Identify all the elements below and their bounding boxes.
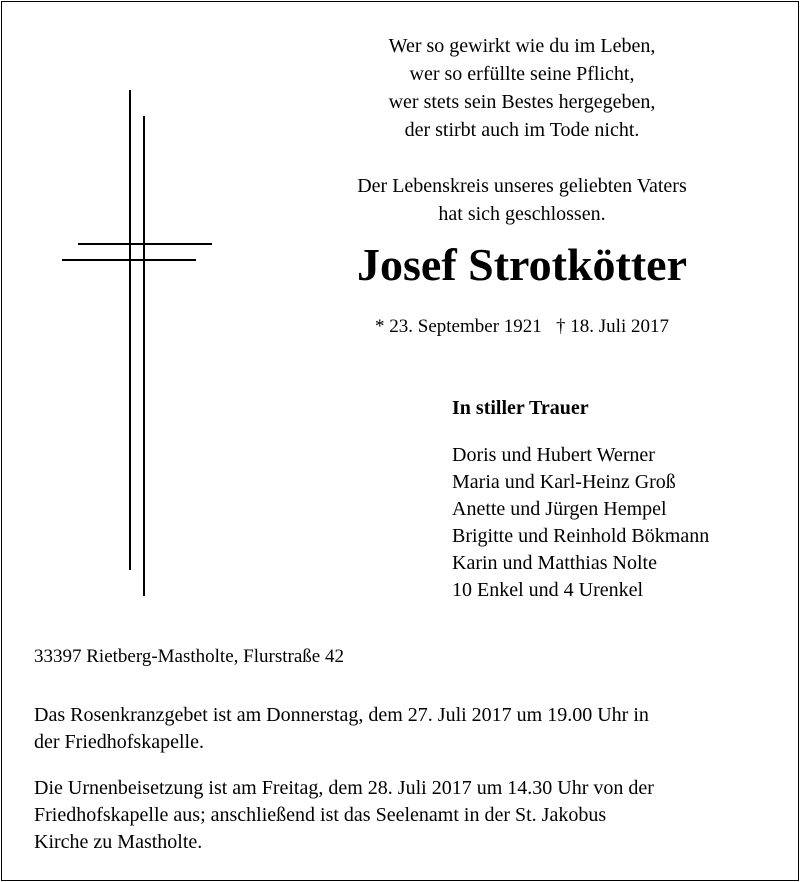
rosary-notice bbox=[34, 702, 774, 756]
intro-line: Der Lebenskreis unseres geliebten Vaters bbox=[357, 175, 687, 197]
mourner-line: Anette und Jürgen Hempel bbox=[452, 498, 667, 520]
poem-line: wer stets sein Bestes hergegeben, bbox=[388, 91, 656, 113]
life-dates: * 23. September 1921 † 18. Juli 2017 bbox=[375, 316, 669, 337]
notice-frame bbox=[1, 1, 799, 881]
burial-notice bbox=[34, 775, 774, 856]
burial-line: Die Urnenbeisetzung ist am Freitag, dem 28. Juli 2017 um 14.30 Uhr von der bbox=[34, 777, 654, 799]
mourner-line: 10 Enkel und 4 Urenkel bbox=[452, 579, 644, 601]
mourner-line: Doris und Hubert Werner bbox=[452, 444, 655, 466]
rosary-line: Das Rosenkranzgebet ist am Donnerstag, dem 27. Juli 2017 um 19.00 Uhr in bbox=[34, 704, 649, 726]
mourner-line: Maria und Karl-Heinz Groß bbox=[452, 471, 676, 493]
poem bbox=[302, 32, 742, 144]
burial-line: Kirche zu Mastholte. bbox=[34, 831, 203, 853]
address: 33397 Rietberg-Mastholte, Flurstraße 42 bbox=[34, 646, 344, 667]
deceased-name: Josef Strotkötter bbox=[357, 239, 687, 290]
burial-line: Friedhofskapelle aus; anschließend ist das Seelenamt in der St. Jakobus bbox=[34, 804, 607, 826]
poem-line: wer so erfüllte seine Pflicht, bbox=[409, 63, 635, 85]
mourning-title: In stiller Trauer bbox=[452, 397, 589, 419]
poem-line: Wer so gewirkt wie du im Leben, bbox=[388, 35, 656, 57]
double-cross-icon bbox=[2, 2, 222, 622]
mourner-line: Karin und Matthias Nolte bbox=[452, 552, 657, 574]
rosary-line: der Friedhofskapelle. bbox=[34, 731, 204, 753]
poem-line: der stirbt auch im Tode nicht. bbox=[404, 119, 640, 141]
mourners-list bbox=[452, 442, 709, 604]
intro-text bbox=[302, 172, 742, 228]
intro-line: hat sich geschlossen. bbox=[438, 203, 606, 225]
mourner-line: Brigitte und Reinhold Bökmann bbox=[452, 525, 710, 547]
